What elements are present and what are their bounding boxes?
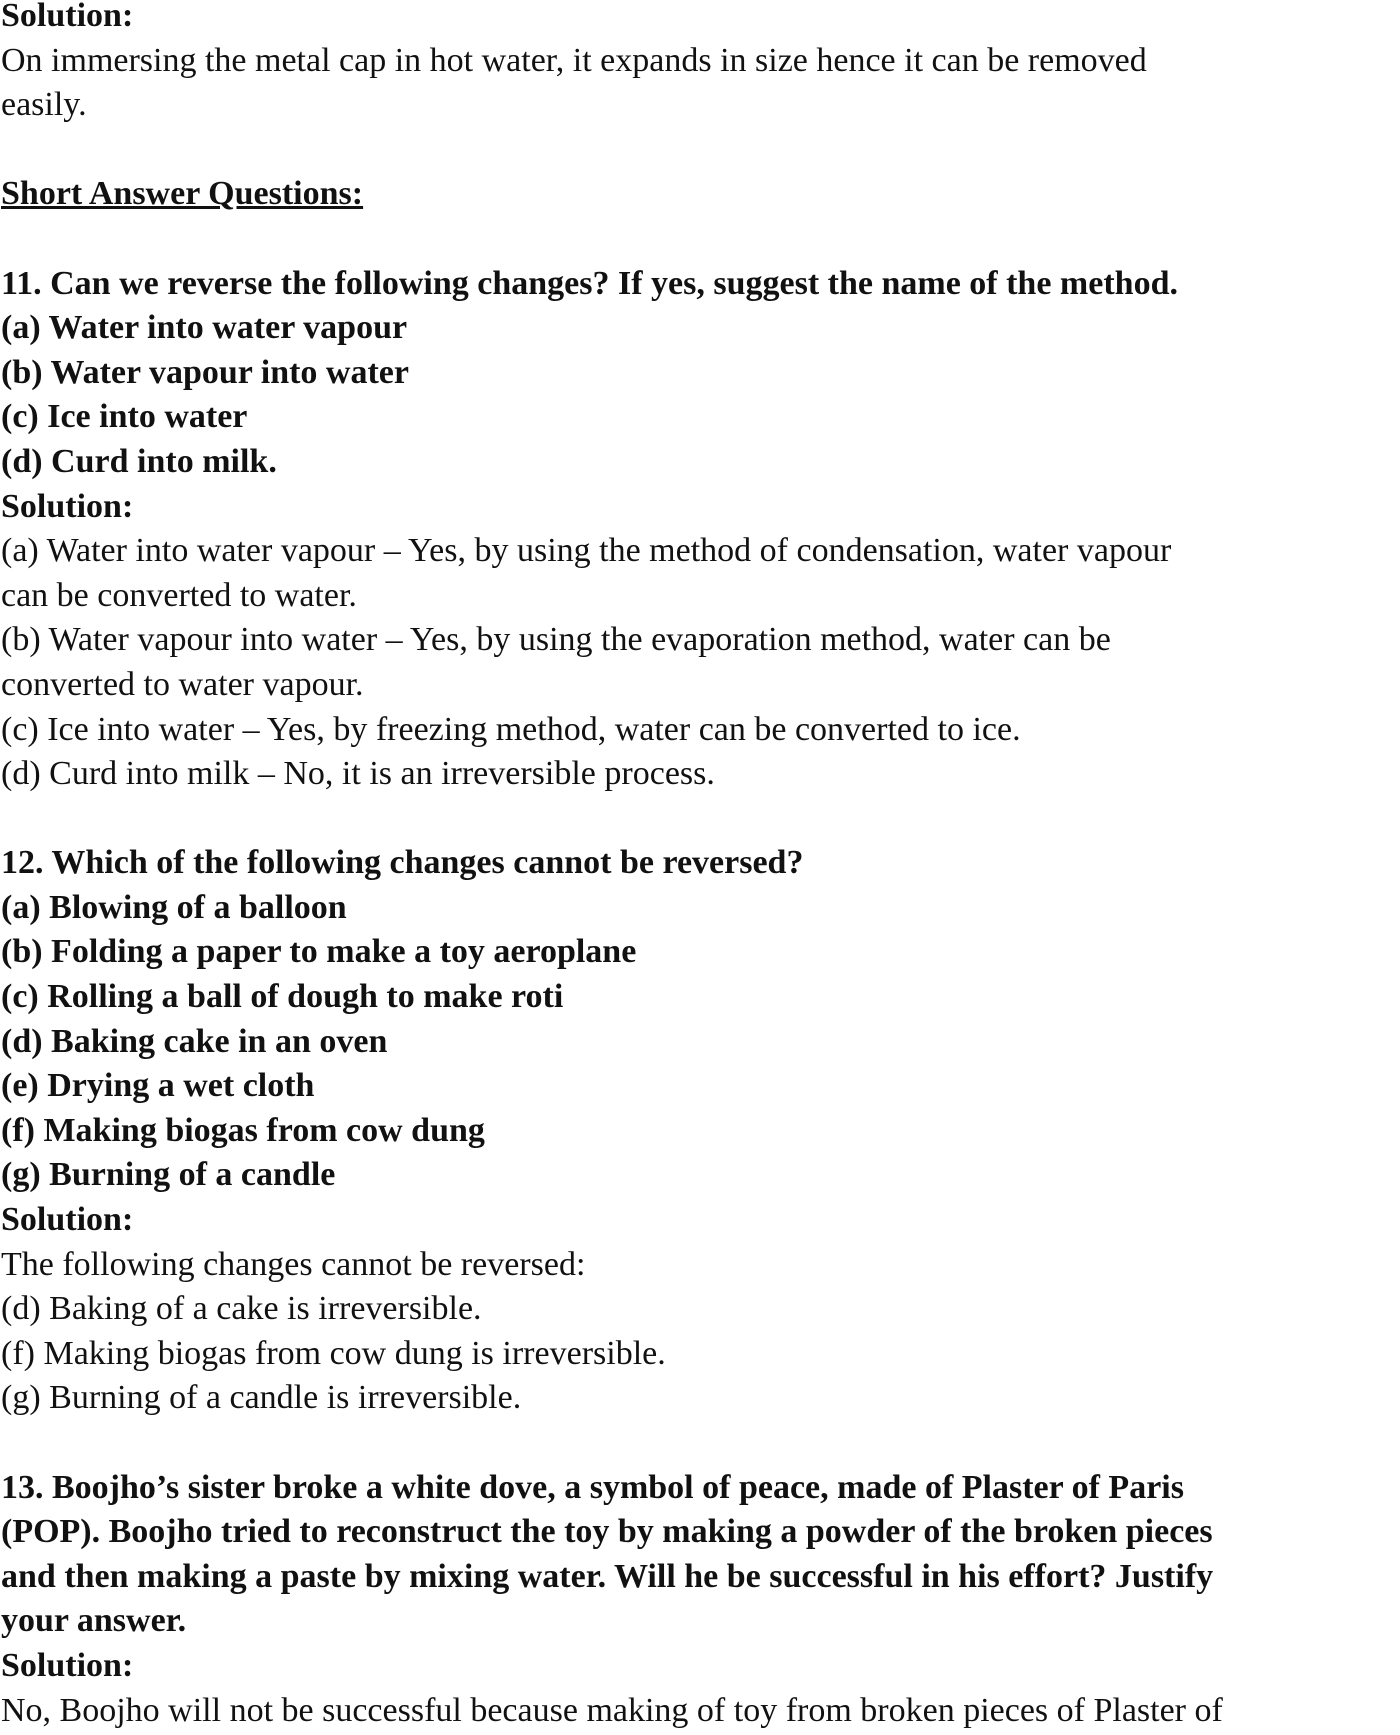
question-line: and then making a paste by mixing water. Will he be successful in his effort? Justify — [1, 1557, 1214, 1595]
answer-line: On immersing the metal cap in hot water, it expands in size hence it can be removed — [1, 41, 1147, 79]
question-12 — [1, 841, 1399, 1421]
question-option: (d) Baking cake in an oven — [1, 1022, 388, 1060]
question-line: 11. Can we reverse the following changes? If yes, suggest the name of the method. — [1, 264, 1178, 302]
answer-line: No, Boojho will not be successful because making of toy from broken pieces of Plaster of — [1, 1691, 1223, 1729]
document-page — [1, 0, 1399, 1733]
question-13 — [1, 1466, 1399, 1734]
answer-line: The following changes cannot be reversed: — [1, 1245, 586, 1283]
question-line: (POP). Boojho tried to reconstruct the toy by making a powder of the broken pieces — [1, 1513, 1213, 1551]
question-option: (c) Rolling a ball of dough to make roti — [1, 978, 564, 1016]
question-option: (g) Burning of a candle — [1, 1156, 336, 1194]
solution-label: Solution: — [1, 0, 134, 34]
question-option: (e) Drying a wet cloth — [1, 1067, 315, 1105]
question-option: (a) Blowing of a balloon — [1, 888, 347, 926]
answer-line: can be converted to water. — [1, 576, 357, 614]
question-option: (c) Ice into water — [1, 398, 248, 436]
question-line: 13. Boojho’s sister broke a white dove, a symbol of peace, made of Plaster of Paris — [1, 1468, 1184, 1506]
answer-line: (d) Curd into milk – No, it is an irreversible process. — [1, 755, 715, 793]
solution-label: Solution: — [1, 1201, 134, 1239]
solution-label: Solution: — [1, 1646, 134, 1684]
question-11 — [1, 262, 1399, 797]
question-line: your answer. — [1, 1602, 187, 1640]
question-line: 12. Which of the following changes cannot be reversed? — [1, 844, 804, 882]
answer-line: (f) Making biogas from cow dung is irreversible. — [1, 1334, 666, 1372]
question-option: (b) Water vapour into water — [1, 353, 409, 391]
answer-line: (g) Burning of a candle is irreversible. — [1, 1379, 522, 1417]
answer-line: (a) Water into water vapour – Yes, by using the method of condensation, water vapour — [1, 532, 1172, 570]
answer-line: easily. — [1, 86, 87, 124]
question-option: (d) Curd into milk. — [1, 442, 277, 480]
question-option: (a) Water into water vapour — [1, 309, 408, 347]
question-option: (b) Folding a paper to make a toy aeroplane — [1, 933, 637, 971]
question-option: (f) Making biogas from cow dung — [1, 1111, 485, 1149]
solution-label: Solution: — [1, 487, 134, 525]
answer-line: converted to water vapour. — [1, 665, 364, 703]
answer-line: (d) Baking of a cake is irreversible. — [1, 1290, 482, 1328]
answer-line: (b) Water vapour into water – Yes, by using the evaporation method, water can be — [1, 621, 1111, 659]
section-heading: Short Answer Questions: — [1, 175, 364, 213]
answer-line: (c) Ice into water – Yes, by freezing method, water can be converted to ice. — [1, 710, 1021, 748]
